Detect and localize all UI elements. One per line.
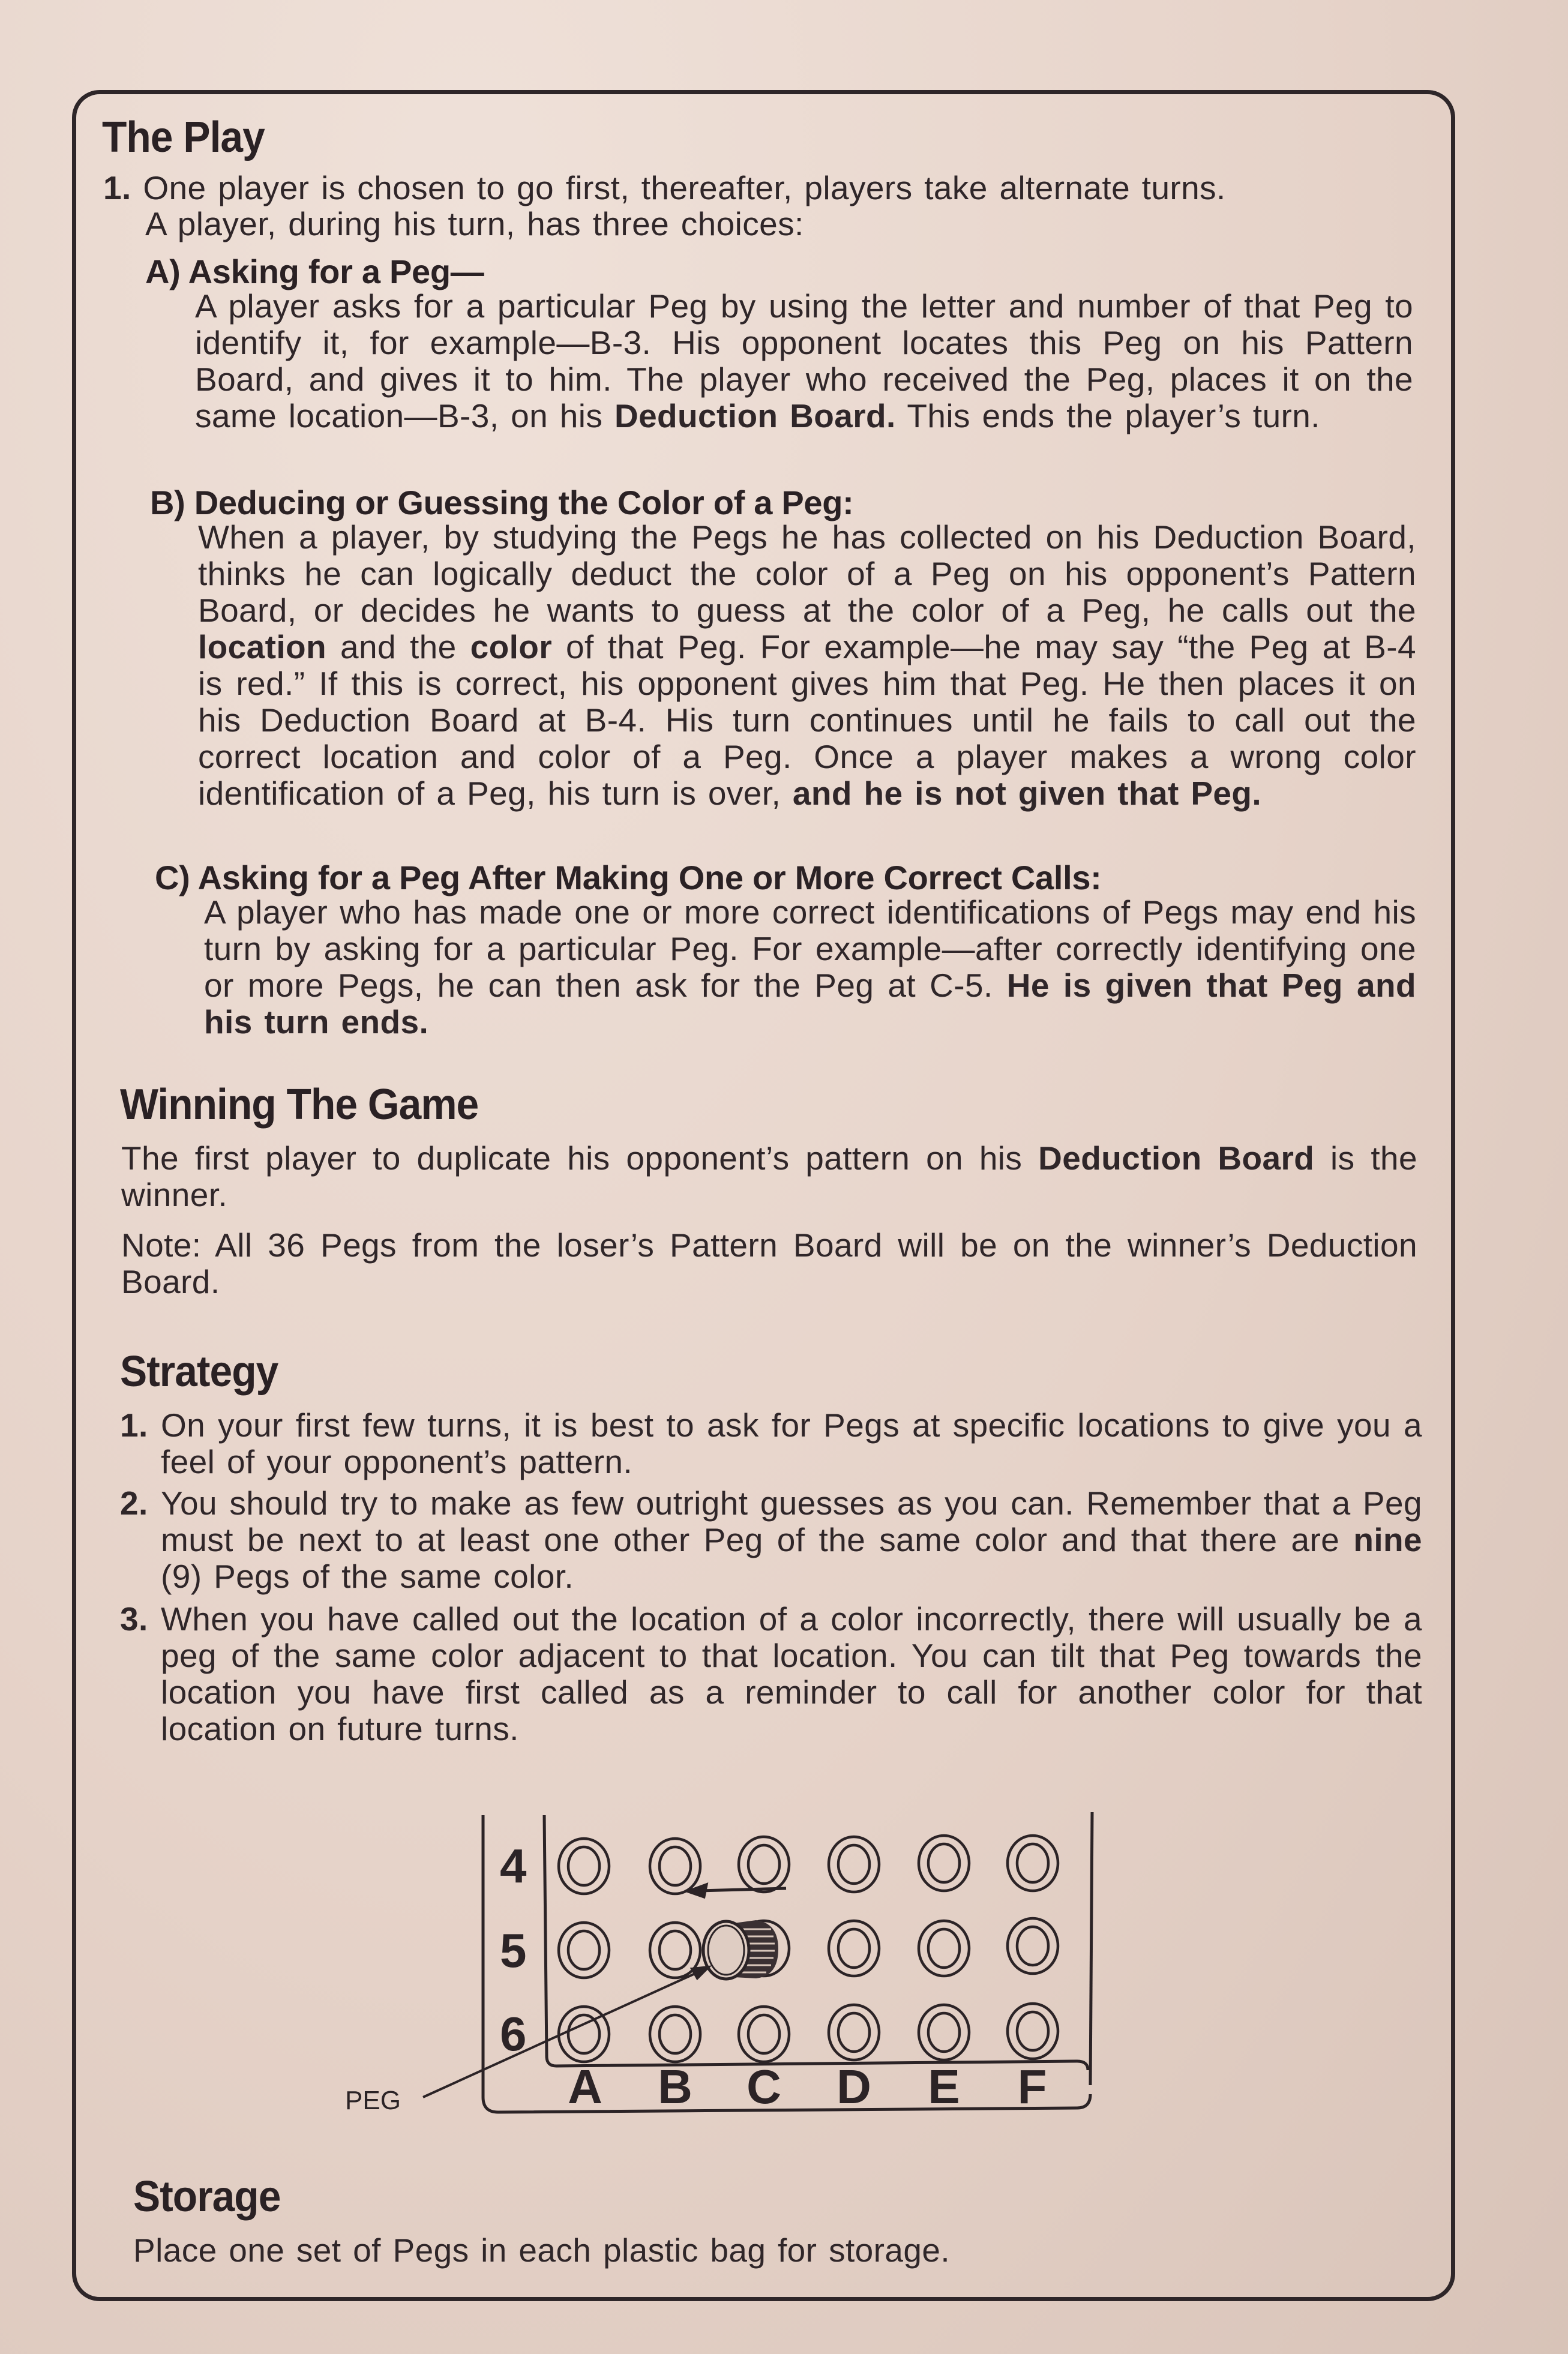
row-label-5: 5 [500,1924,527,1977]
choice-a-title: A) Asking for a Peg— [145,253,484,290]
choice-c-title: C) Asking for a Peg After Making One or More Correct Calls: [155,859,1102,896]
strategy-item-1-text: On your first few turns, it is best to ask for Pegs at specific locations to give you a feel of your opponent’s pattern. [161,1407,1422,1480]
choice-c-text [204,894,1416,1040]
strategy-item-2-end: (9) Pegs of the same color. [161,1558,574,1595]
strategy-item-1 [120,1407,1422,1480]
choice-c-bold-end: He is given that Peg and his turn ends. [204,967,1416,1040]
play-item-1-number: 1. [103,169,131,206]
play-item-1-line2: A player, during his turn, has three choices: [145,205,804,242]
winning-text-bold: Deduction Board [1038,1139,1315,1177]
strategy-item-3 [120,1601,1422,1747]
choice-b-bold-location: location [198,628,327,665]
play-item-1 [103,170,1429,206]
peg-label: PEG [345,2086,401,2115]
board-inner-left-edge [544,1815,547,2056]
board-diagram [333,1797,1113,2157]
strategy-item-2-body: You should try to make as few outright guesses as you can. Remember that a Peg must be next to at least one other Peg of the same color and that there are [161,1485,1422,1558]
col-label-f: F [1017,2060,1047,2113]
choice-c-text-body: A player who has made one or more correct identifications of Pegs may end his turn by asking for a particular Peg. For example—after correctly identifying one or more Pegs, he can then ask for the Peg at C-5. [204,893,1416,1004]
choice-b-text-2: and the [326,628,470,665]
row-6-holes [559,2004,1058,2062]
choice-a-text-end: This ends the player’s turn. [895,397,1320,434]
col-label-e: E [928,2060,960,2113]
section-title-the-play: The Play [102,113,265,161]
winning-note: Note: All 36 Pegs from the loser’s Pattern Board will be on the winner’s Deduction Board. [121,1227,1417,1300]
choice-b-text-1: When a player, by studying the Pegs he has collected on his Deduction Board, thinks he can logically deduct the color of a Peg on his opponent’s Pattern Board, or decides he wants to guess at the color of a Peg, he calls out the [198,518,1416,629]
tilted-peg-icon [703,1920,778,1979]
row-label-4: 4 [500,1839,527,1893]
strategy-item-2 [120,1485,1422,1595]
choice-a-text [195,288,1413,434]
choice-b-title: B) Deducing or Guessing the Color of a Peg: [150,484,854,521]
strategy-item-3-number: 3. [120,1600,148,1638]
col-label-d: D [837,2060,871,2113]
section-title-winning: Winning The Game [120,1081,479,1129]
strategy-item-2-number: 2. [120,1485,148,1522]
row-label-6: 6 [500,2007,527,2061]
col-label-b: B [658,2060,692,2113]
play-item-1-line1: One player is chosen to go first, thereafter, players take alternate turns. [143,169,1226,206]
choice-b-bold-end: and he is not given that Peg. [792,775,1262,812]
winning-text [121,1140,1417,1213]
storage-text: Place one set of Pegs in each plastic bag for storage. [133,2232,951,2269]
col-label-c: C [746,2060,781,2113]
section-title-strategy: Strategy [120,1348,278,1396]
choice-b-text-3: of that Peg. For example—he may say “the Peg at B-4 is red.” If this is correct, his opponent gives him that Peg. He then places it on his Deduction Board at B-4. His turn continues until he fails to call out the correct location and color of a Peg. Once a player makes a wrong color identification of a Peg, his turn is over, [198,628,1416,812]
board-diagram-svg [333,1797,1113,2157]
board-right-edge [1090,1812,1092,2085]
strategy-item-2-text [161,1485,1422,1595]
strategy-item-1-number: 1. [120,1407,148,1444]
row-4-holes [559,1836,1058,1894]
choice-b-text [198,519,1416,812]
strategy-item-3-text: When you have called out the location of a color incorrectly, there will usually be a peg of the same color adjacent to that location. You can tilt that Peg towards the location you have first called as a reminder to call for another color for that location on future turns. [161,1600,1422,1747]
winning-text-end: is the winner. [121,1139,1418,1213]
row-5-holes [559,1918,1058,1978]
choice-b-bold-color: color [470,628,553,665]
board-letter-bar [547,2056,1088,2070]
choice-a-text-bold: Deduction Board. [614,397,896,434]
winning-text-body: The first player to duplicate his opponent’s pattern on his [121,1139,1039,1177]
choice-a-text-body: A player asks for a particular Peg by using the letter and number of that Peg to identify it, for example—B-3. His opponent locates this Peg on his Pattern Board, and gives it to him. The player who received the Peg, places it on the same location—B-3, on his [195,287,1413,434]
col-label-a: A [568,2060,602,2113]
strategy-item-2-bold: nine [1353,1521,1422,1558]
section-title-storage: Storage [133,2173,281,2221]
